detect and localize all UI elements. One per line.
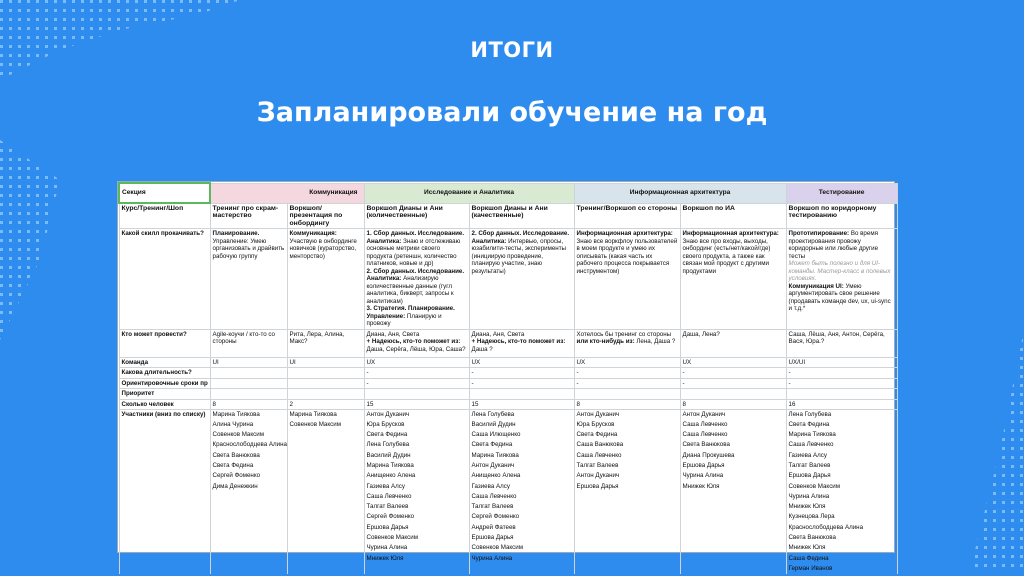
participant-cell[interactable]: Чурина Алина <box>786 492 897 502</box>
priority-cell[interactable] <box>680 389 786 400</box>
participant-cell[interactable]: Юра Брусков <box>364 420 469 430</box>
participant-cell[interactable]: Дима Денежкин <box>210 482 287 492</box>
count-cell[interactable]: 8 <box>574 399 680 410</box>
participant-row <box>119 440 897 450</box>
skill-heading: Прототипирование: <box>788 230 850 237</box>
skill-text: Знаю все воркфлоу пользователей в моем продукте и умею их описывать (какая часть их рабочего процесса покрывается инструментом) <box>576 237 678 275</box>
participant-cell[interactable]: Анищенко Алена <box>469 471 574 481</box>
participant-cell[interactable]: Талгат Валеев <box>786 461 897 471</box>
duration-cell[interactable]: - <box>469 368 574 379</box>
skill-label-cell[interactable]: Какой скилл прокачивать? <box>119 229 210 330</box>
participant-cell[interactable]: Василий Дудин <box>364 451 469 461</box>
team-cell[interactable]: UI <box>210 357 287 368</box>
participant-cell[interactable]: Газиева Алсу <box>469 482 574 492</box>
participant-cell[interactable]: Саша Левченко <box>680 420 786 430</box>
who-cell[interactable] <box>574 329 680 357</box>
participant-cell[interactable]: Совенков Максим <box>469 543 574 553</box>
participant-cell[interactable] <box>287 554 364 564</box>
who-names: Даша ? <box>471 345 493 353</box>
participant-row <box>119 512 897 522</box>
participant-cell[interactable] <box>210 523 287 533</box>
decorative-dots-left <box>0 140 100 440</box>
participant-cell[interactable]: Мнижек Юля <box>364 554 469 564</box>
duration-cell[interactable]: - <box>786 368 897 379</box>
skill-heading: Информационная архитектура: <box>682 230 779 237</box>
spreadsheet-screenshot <box>117 181 895 572</box>
team-cell[interactable]: UX <box>574 357 680 368</box>
who-cell[interactable]: Рита, Лера, Алина, Макс? <box>287 329 364 357</box>
count-cell[interactable]: 2 <box>287 399 364 410</box>
participant-row <box>119 471 897 481</box>
priority-cell[interactable] <box>287 389 364 400</box>
participant-cell[interactable]: Саша Левченко <box>364 492 469 502</box>
participant-cell[interactable] <box>210 512 287 522</box>
participant-cell[interactable] <box>287 564 364 574</box>
participant-cell[interactable] <box>210 492 287 502</box>
participant-cell[interactable]: Антон Дуканич <box>469 461 574 471</box>
course-cell[interactable]: Воркшоп/презентация по онбордингу <box>287 203 364 229</box>
count-cell[interactable]: 16 <box>786 399 897 410</box>
participant-cell[interactable]: Света Федина <box>469 440 574 450</box>
participant-label-cell[interactable] <box>119 471 210 481</box>
participant-cell[interactable]: Анищенко Алена <box>364 471 469 481</box>
duration-row <box>119 368 897 379</box>
participant-cell[interactable]: Совенков Максим <box>364 533 469 543</box>
priority-cell[interactable] <box>210 389 287 400</box>
skill-text: Участвую в онбординге новичков (кураторство, менторство) <box>289 237 357 260</box>
team-label-cell[interactable]: Команда <box>119 357 210 368</box>
participant-cell[interactable]: Кузнецова Лера <box>786 512 897 522</box>
section-communication[interactable]: Коммуникация <box>210 183 364 203</box>
participant-cell[interactable]: Сергей Фоменко <box>364 512 469 522</box>
participant-cell[interactable]: Герман Иванов <box>786 564 897 574</box>
participant-cell[interactable]: Ершова Дарья <box>364 523 469 533</box>
participant-cell[interactable]: Ершова Дарья <box>469 533 574 543</box>
participant-cell[interactable]: Света Ванюкова <box>680 440 786 450</box>
participant-cell[interactable]: Мнижек Юля <box>680 482 786 492</box>
participant-label-cell[interactable] <box>119 502 210 512</box>
participant-cell[interactable] <box>287 482 364 492</box>
terms-cell[interactable]: - <box>364 378 469 389</box>
skill-note: Может быть полезно и для UI-команды. Мастер-класс в полевых условиях. <box>788 260 891 282</box>
participant-cell[interactable]: Чурина Алина <box>364 543 469 553</box>
duration-label-cell[interactable]: Какова длительность? <box>119 368 210 379</box>
terms-cell[interactable] <box>210 378 287 389</box>
participant-row <box>119 451 897 461</box>
who-names: Диана, Аня, Света <box>366 330 420 338</box>
participant-cell[interactable] <box>680 523 786 533</box>
skill-cell[interactable] <box>786 229 897 330</box>
priority-cell[interactable] <box>574 389 680 400</box>
course-row <box>119 203 897 229</box>
participant-cell[interactable]: Талгат Валеев <box>574 461 680 471</box>
participant-cell[interactable]: Совенков Максим <box>786 482 897 492</box>
terms-cell[interactable]: - <box>680 378 786 389</box>
participant-cell[interactable]: Света Федина <box>364 430 469 440</box>
participants-label-cell[interactable]: Участники (вниз по списку) <box>119 410 210 420</box>
participant-row <box>119 543 897 553</box>
skill-text: Планирую и провожу <box>366 312 442 327</box>
participant-cell[interactable]: Антон Дуканич <box>364 410 469 420</box>
skill-heading: Планирование. <box>212 230 260 237</box>
participants-block <box>119 410 897 575</box>
participant-row <box>119 420 897 430</box>
section-research[interactable]: Исследование и Аналитика <box>364 183 574 203</box>
participant-label-cell[interactable] <box>119 543 210 553</box>
course-cell[interactable]: Воркшоп Дианы и Ани (количественные) <box>364 203 469 229</box>
participant-cell[interactable]: Андрей Фатеев <box>469 523 574 533</box>
participant-cell[interactable]: Марина Тиякова <box>364 461 469 471</box>
participant-cell[interactable]: Юра Брусков <box>574 420 680 430</box>
duration-cell[interactable] <box>287 368 364 379</box>
participant-cell[interactable]: Саша Левченко <box>574 451 680 461</box>
course-cell[interactable]: Тренинг про скрам-мастерство <box>210 203 287 229</box>
participant-cell[interactable]: Газиева Алсу <box>786 451 897 461</box>
participant-cell[interactable] <box>469 564 574 574</box>
participant-cell[interactable]: Саша Левченко <box>680 430 786 440</box>
skill-text: Управление: Умею организовать и драйвить рабочую группу <box>212 237 285 260</box>
team-cell[interactable]: UX <box>469 357 574 368</box>
skill-text: Умею аргументировать свое решение (продавать команде dev, ux, ui-sync и т.д.* <box>788 282 891 312</box>
count-row <box>119 399 897 410</box>
section-testing[interactable]: Тестирование <box>786 183 897 203</box>
skill-row <box>119 229 897 330</box>
who-names: Диана, Аня, Света <box>471 330 525 338</box>
participant-cell[interactable] <box>210 502 287 512</box>
participant-cell[interactable]: Мнижек Юля <box>786 543 897 553</box>
terms-row <box>119 378 897 389</box>
duration-cell[interactable]: - <box>680 368 786 379</box>
who-row <box>119 329 897 357</box>
participant-cell[interactable]: Лена Голубева <box>786 410 897 420</box>
course-cell[interactable]: Воркшоп Дианы и Ани (качественные) <box>469 203 574 229</box>
participant-row <box>119 533 897 543</box>
participant-cell[interactable] <box>574 523 680 533</box>
participant-cell[interactable]: Алина Чурина <box>210 420 287 430</box>
who-names: Лена, Даша ? <box>636 338 676 345</box>
course-cell[interactable]: Воркшоп по коридорному тестированию <box>786 203 897 229</box>
participant-row <box>119 564 897 574</box>
participant-label-cell[interactable] <box>119 451 210 461</box>
duration-cell[interactable]: - <box>364 368 469 379</box>
decorative-dots-right <box>930 330 1024 570</box>
participant-cell[interactable] <box>287 492 364 502</box>
participant-cell[interactable] <box>287 543 364 553</box>
skill-heading: Коммуникация: <box>289 230 337 237</box>
participant-cell[interactable] <box>574 502 680 512</box>
skill-text: Интервью, опросы, юзабилити-тесты, эксперименты (инициирую проведение, планирую участие, знаю результаты) <box>471 237 566 275</box>
participant-cell[interactable]: Саша Левченко <box>786 440 897 450</box>
participant-cell[interactable] <box>210 564 287 574</box>
participant-cell[interactable]: Антон Дуканич <box>574 471 680 481</box>
count-cell[interactable]: 8 <box>210 399 287 410</box>
participant-cell[interactable] <box>287 430 364 440</box>
participant-cell[interactable] <box>287 512 364 522</box>
participant-cell[interactable]: Лена Голубева <box>364 440 469 450</box>
participant-cell[interactable]: Газиева Алсу <box>364 482 469 492</box>
participant-cell[interactable]: Чурина Алина <box>469 554 574 564</box>
terms-cell[interactable] <box>287 378 364 389</box>
participant-cell[interactable] <box>287 502 364 512</box>
duration-cell[interactable] <box>210 368 287 379</box>
slide-subtitle: Запланировали обучение на год <box>256 97 768 128</box>
priority-label-cell[interactable]: Приоритет <box>119 389 210 400</box>
participant-cell[interactable] <box>287 533 364 543</box>
skill-cell[interactable] <box>469 229 574 330</box>
participant-cell[interactable] <box>680 502 786 512</box>
participant-cell[interactable]: Краснослободцева Алина <box>210 440 287 450</box>
who-cell[interactable]: Саша, Лёша, Аня, Антон, Серёга, Вася, Юра.? <box>786 329 897 357</box>
course-cell[interactable]: Воркшоп по ИА <box>680 203 786 229</box>
section-label-cell[interactable]: Секция <box>119 183 210 203</box>
participant-label-cell[interactable] <box>119 420 210 430</box>
participant-cell[interactable]: Краснослободцева Алина <box>786 523 897 533</box>
participant-cell[interactable]: Ершова Дарья <box>574 482 680 492</box>
skill-cell[interactable] <box>680 229 786 330</box>
priority-cell[interactable] <box>469 389 574 400</box>
participant-cell[interactable]: Марина Тиякова <box>287 410 364 420</box>
participant-label-cell[interactable] <box>119 554 210 564</box>
skill-heading: Аналитика: <box>366 237 402 245</box>
participant-cell[interactable]: Света Федина <box>786 420 897 430</box>
who-cell[interactable]: Даша, Лена? <box>680 329 786 357</box>
team-cell[interactable]: UX/UI <box>786 357 897 368</box>
participant-cell[interactable] <box>680 533 786 543</box>
participant-label-cell[interactable] <box>119 440 210 450</box>
skill-heading: 1. Сбор данных. Исследование. <box>366 230 465 237</box>
who-hope: + Надеюсь, кто-то поможет из: <box>471 338 566 345</box>
participant-cell[interactable]: Талгат Валеев <box>469 502 574 512</box>
participant-cell[interactable]: Саша Илющенко <box>469 430 574 440</box>
participant-cell[interactable] <box>574 512 680 522</box>
participant-cell[interactable]: Света Ванюкова <box>210 451 287 461</box>
who-names: Хотелось бы тренинг со стороны <box>576 330 672 338</box>
count-label-cell[interactable]: Сколько человек <box>119 399 210 410</box>
skill-text: Знаю и отслеживаю основные метрики своего продукта (ретеншн, количество платников, новые и др) <box>366 237 461 267</box>
participant-label-cell[interactable] <box>119 523 210 533</box>
participant-cell[interactable]: Совенков Максим <box>287 420 364 430</box>
participant-cell[interactable]: Василий Дудин <box>469 420 574 430</box>
skill-heading: Управление: <box>366 312 406 320</box>
participant-cell[interactable]: Лена Голубева <box>469 410 574 420</box>
participant-cell[interactable]: Мнижек Юля <box>786 502 897 512</box>
skill-heading: 3. Стратегия. Планирование. <box>366 305 455 312</box>
terms-label-cell[interactable]: Ориентировочные сроки пр <box>119 378 210 389</box>
participant-cell[interactable] <box>287 471 364 481</box>
who-hope: или кто-нибудь из: <box>576 338 635 345</box>
participant-label-cell[interactable] <box>119 533 210 543</box>
participant-cell[interactable]: Саша Федина <box>786 554 897 564</box>
participant-label-cell[interactable] <box>119 430 210 440</box>
participant-row <box>119 410 897 420</box>
duration-cell[interactable]: - <box>574 368 680 379</box>
participant-cell[interactable]: Саша Левченко <box>469 492 574 502</box>
participant-cell[interactable] <box>680 512 786 522</box>
course-label-cell[interactable]: Курс/Тренинг/Шоп <box>119 203 210 229</box>
participant-cell[interactable] <box>287 523 364 533</box>
participant-label-cell[interactable] <box>119 482 210 492</box>
priority-cell[interactable] <box>786 389 897 400</box>
participant-cell[interactable] <box>287 451 364 461</box>
who-names: Даша, Серёга, Лёша, Юра, Саша? <box>366 345 466 353</box>
participant-cell[interactable] <box>364 564 469 574</box>
skill-text: Знаю все про входы, выходы, онбординг (есть/нет/какой/где) своего продукта, а также как связан мой продукт с другими продуктами <box>682 237 771 275</box>
section-ia[interactable]: Информационная архитектура <box>574 183 786 203</box>
participant-row <box>119 461 897 471</box>
terms-cell[interactable]: - <box>469 378 574 389</box>
participant-cell[interactable]: Сергей Фоменко <box>210 471 287 481</box>
participant-cell[interactable] <box>680 554 786 564</box>
skill-heading: 2. Сбор данных. Исследование. <box>471 230 570 237</box>
participant-label-cell[interactable] <box>119 512 210 522</box>
participant-row <box>119 502 897 512</box>
participant-row <box>119 430 897 440</box>
training-plan-table <box>118 182 898 574</box>
participant-cell[interactable]: Антон Дуканич <box>680 410 786 420</box>
team-cell[interactable]: UX <box>364 357 469 368</box>
participant-cell[interactable]: Антон Дуканич <box>574 410 680 420</box>
participant-cell[interactable] <box>210 543 287 553</box>
participant-cell[interactable]: Марина Тиякова <box>786 430 897 440</box>
participant-cell[interactable]: Совенков Максим <box>210 430 287 440</box>
participant-cell[interactable]: Чурина Алина <box>680 471 786 481</box>
skill-heading: Аналитика: <box>471 237 507 245</box>
participant-row <box>119 482 897 492</box>
participant-cell[interactable]: Света Ванюкова <box>786 533 897 543</box>
priority-row <box>119 389 897 400</box>
participant-cell[interactable] <box>680 564 786 574</box>
course-cell[interactable]: Тренинг/Воркшоп со стороны <box>574 203 680 229</box>
participant-cell[interactable] <box>680 492 786 502</box>
participant-cell[interactable] <box>210 554 287 564</box>
who-cell[interactable]: Agile-коучи / кто-то со стороны <box>210 329 287 357</box>
participant-cell[interactable]: Сергей Фоменко <box>469 512 574 522</box>
participant-cell[interactable] <box>680 543 786 553</box>
skill-heading: Коммуникация UI: <box>788 282 844 290</box>
who-cell[interactable] <box>364 329 469 357</box>
skill-text: Во время проектирования провожу коридорные или любые другие тесты <box>788 230 879 260</box>
participant-cell[interactable]: Диана Прокушева <box>680 451 786 461</box>
participant-row <box>119 554 897 564</box>
terms-cell[interactable]: - <box>786 378 897 389</box>
participant-cell[interactable] <box>574 543 680 553</box>
participant-cell[interactable] <box>210 533 287 543</box>
who-hope: + Надеюсь, кто-то поможет из: <box>366 338 461 345</box>
participant-cell[interactable]: Ершова Дарья <box>680 461 786 471</box>
skill-text: Анализирую количественные данные (гугл аналитика, бикверт, запросы к аналитикам) <box>366 275 454 305</box>
participant-row <box>119 492 897 502</box>
participant-cell[interactable]: Ершова Дарья <box>786 471 897 481</box>
skill-heading: Информационная архитектура: <box>576 230 673 237</box>
team-row <box>119 357 897 368</box>
participant-cell[interactable] <box>574 492 680 502</box>
participant-cell[interactable] <box>287 461 364 471</box>
slide-title: ИТОГИ <box>470 38 554 62</box>
participant-row <box>119 523 897 533</box>
team-cell[interactable]: UI <box>287 357 364 368</box>
priority-cell[interactable] <box>364 389 469 400</box>
participant-cell[interactable]: Света Федина <box>574 430 680 440</box>
skill-heading: Аналитика: <box>366 275 402 282</box>
count-cell[interactable]: 15 <box>469 399 574 410</box>
terms-cell[interactable]: - <box>574 378 680 389</box>
skill-cell[interactable] <box>364 229 469 330</box>
participant-label-cell[interactable] <box>119 492 210 502</box>
participant-cell[interactable]: Света Федина <box>210 461 287 471</box>
participant-cell[interactable]: Марина Тиякова <box>469 451 574 461</box>
participant-cell[interactable]: Саша Ванюкова <box>574 440 680 450</box>
participant-cell[interactable] <box>287 440 364 450</box>
skill-cell[interactable] <box>287 229 364 330</box>
participant-cell[interactable] <box>574 564 680 574</box>
section-header-row <box>119 183 897 203</box>
skill-heading: 2. Сбор данных. Исследование. <box>366 267 465 275</box>
participant-cell[interactable]: Марина Тиякова <box>210 410 287 420</box>
count-cell[interactable]: 15 <box>364 399 469 410</box>
count-cell[interactable]: 8 <box>680 399 786 410</box>
participant-cell[interactable]: Талгат Валеев <box>364 502 469 512</box>
team-cell[interactable]: UX <box>680 357 786 368</box>
who-cell[interactable] <box>469 329 574 357</box>
participant-label-cell[interactable] <box>119 564 210 574</box>
participant-cell[interactable] <box>574 554 680 564</box>
who-label-cell[interactable]: Кто может провести? <box>119 329 210 357</box>
participant-cell[interactable] <box>574 533 680 543</box>
participant-label-cell[interactable] <box>119 461 210 471</box>
skill-cell[interactable] <box>210 229 287 330</box>
skill-cell[interactable] <box>574 229 680 330</box>
